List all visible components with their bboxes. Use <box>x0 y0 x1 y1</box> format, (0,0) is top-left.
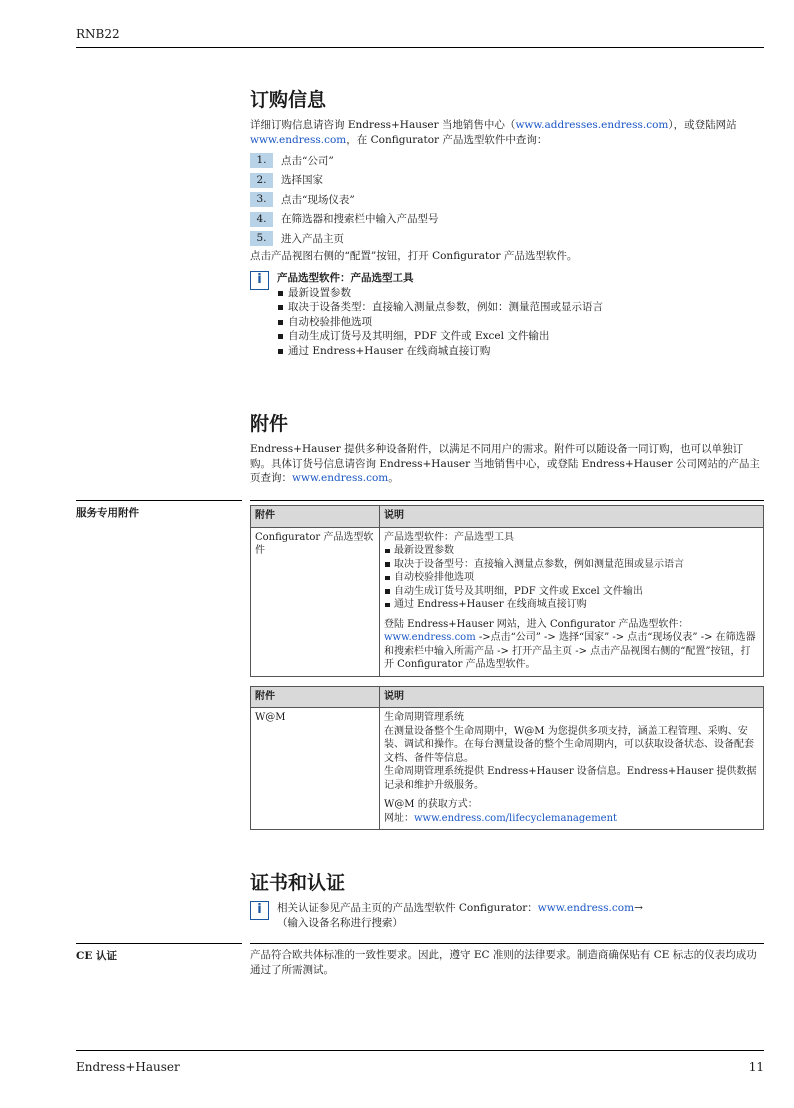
wam-table <box>250 686 764 831</box>
document-code: RNB22 <box>76 27 120 41</box>
col-description-header: 说明 <box>380 506 764 528</box>
desc-bullet: 取决于设备型号：直接输入测量点参数，例如测量范围或显示语言 <box>384 558 759 572</box>
ordering-intro-post: ，在 Configurator 产品选型软件中查询： <box>346 133 548 146</box>
col-accessory-header: 附件 <box>251 686 380 708</box>
note-bullet: 通过 Endress+Hauser 在线商城直接订购 <box>277 344 603 359</box>
step-text: 在筛选器和搜索栏中输入产品型号 <box>281 213 439 225</box>
url-label: 网址： <box>384 812 414 824</box>
service-accessories-label: 服务专用附件 <box>76 507 139 519</box>
login-path <box>384 631 759 672</box>
section-rule <box>76 943 242 944</box>
ce-label: CE 认证 <box>76 950 118 962</box>
note-title: 产品选型软件：产品选型工具 <box>277 272 414 284</box>
step-number: 1. <box>250 153 273 168</box>
ordering-note <box>250 271 764 358</box>
accessories-section <box>250 412 764 486</box>
certificates-note-text <box>277 901 764 930</box>
note-bullet: 最新设置参数 <box>277 286 603 301</box>
ce-text: 产品符合欧共体标准的一致性要求。因此，遵守 EC 准则的法律要求。制造商确保贴有 CE 标志的仪表均成功通过了所需测试。 <box>250 949 757 976</box>
page-number: 11 <box>748 1060 764 1074</box>
endress-link[interactable]: www.endress.com <box>250 133 347 146</box>
configurator-table <box>250 505 764 677</box>
footer-brand: Endress+Hauser <box>76 1060 180 1074</box>
desc-bullet: 自动校验排他选项 <box>384 571 759 585</box>
desc-bullet: 通过 Endress+Hauser 在线商城直接订购 <box>384 598 759 612</box>
section-rule <box>250 943 764 944</box>
step-item <box>250 151 764 171</box>
accessory-name: W@M <box>251 708 380 830</box>
step-number: 3. <box>250 192 273 207</box>
ordering-intro-mid: ），或登陆网站 <box>668 119 737 131</box>
section-rule <box>76 500 242 501</box>
step-number: 4. <box>250 212 273 227</box>
access-label: W@M 的获取方式： <box>384 799 478 810</box>
endress-link[interactable]: www.endress.com <box>292 472 389 484</box>
ordering-section <box>250 88 764 358</box>
certificates-section <box>250 871 764 930</box>
lifecycle-link[interactable]: www.endress.com/lifecyclemanagement <box>414 812 618 824</box>
login-line: 登陆 Endress+Hauser 网站，进入 Configurator 产品选型软件： <box>384 618 689 630</box>
certificates-title: 证书和认证 <box>250 872 346 894</box>
step-item <box>250 190 764 210</box>
step-text: 点击“公司” <box>281 154 334 167</box>
note-bullet: 取决于设备类型：直接输入测量点参数，例如：测量范围或显示语言 <box>277 300 603 315</box>
certificates-note <box>250 901 764 930</box>
step-text: 选择国家 <box>281 174 323 186</box>
footer-rule <box>76 1050 764 1051</box>
step-number: 5. <box>250 231 273 246</box>
accessories-intro-post: 。 <box>388 472 399 484</box>
desc-bullet: 自动生成订货号及其明细，PDF 文件或 Excel 文件输出 <box>384 585 759 599</box>
step-item <box>250 229 764 249</box>
desc-title: 产品选型软件：产品选型工具 <box>384 531 514 543</box>
arrow-right-icon: → <box>634 902 643 914</box>
col-accessory-header: 附件 <box>251 506 380 528</box>
section-rule <box>250 500 764 501</box>
step-number: 2. <box>250 173 273 188</box>
col-description-header: 说明 <box>380 686 764 708</box>
ordering-intro <box>250 118 764 147</box>
step-item <box>250 210 764 230</box>
desc-line: 在测量设备整个生命周期中，W@M 为您提供多项支持，涵盖工程管理、采购、安装、调试和操作。在每台测量设备的整个生命周期内，可以获取设备状态、设备配套文档、备件等信息。 <box>384 725 754 764</box>
note-bullet: 自动校验排他选项 <box>277 315 603 330</box>
header-rule <box>76 47 764 48</box>
step-text: 点击“现场仪表” <box>281 193 355 206</box>
info-icon: i <box>250 271 269 290</box>
accessories-title: 附件 <box>250 413 289 435</box>
ordering-intro-pre: 详细订购信息请咨询 Endress+Hauser 当地销售中心（ <box>250 119 516 131</box>
accessories-tables <box>250 505 764 830</box>
endress-link[interactable]: www.endress.com <box>384 632 476 643</box>
note-bullet-list <box>277 286 603 359</box>
accessories-intro-text: Endress+Hauser 提供多种设备附件，以满足不同用户的需求。附件可以随设备一同订购，也可以单独订购。具体订货号信息请咨询 Endress+Hauser 当地销售中心，或登陆 Endress+Hauser 公司网站的产品主页查询： <box>250 443 760 484</box>
info-icon: i <box>250 901 269 920</box>
accessory-name: Configurator 产品选型软件 <box>251 527 380 676</box>
desc-line: 生命周期管理系统提供 Endress+Hauser 设备信息。Endress+Hauser 提供数据记录和维护升级服务。 <box>384 766 757 791</box>
note-bullet: 自动生成订货号及其明细，PDF 文件或 Excel 文件输出 <box>277 329 603 344</box>
desc-bullet: 最新设置参数 <box>384 544 759 558</box>
table-row <box>251 708 764 830</box>
endress-link[interactable]: www.endress.com <box>537 902 635 914</box>
note-post: （输入设备名称进行搜索） <box>277 916 403 929</box>
table-header-row <box>251 686 764 708</box>
ce-section <box>250 948 764 977</box>
addresses-link[interactable]: www.addresses.endress.com <box>515 119 669 131</box>
ordering-steps <box>250 151 764 249</box>
url-line <box>384 812 759 826</box>
login-path-text: ->点击“公司” -> 选择“国家” -> 点击“现场仪表” -> 在筛选器和搜索栏中输入所需产品 -> 打开产品主页 -> 点击产品视图右侧的“配置”按钮，打开 Configurator 产品选型软件。 <box>384 632 756 670</box>
desc-line: 生命周期管理系统 <box>384 712 464 723</box>
step-text: 进入产品主页 <box>281 232 344 245</box>
step-item <box>250 171 764 191</box>
accessories-intro <box>250 442 764 486</box>
accessory-description <box>380 708 764 830</box>
accessory-description <box>380 527 764 676</box>
table-row <box>251 527 764 676</box>
ordering-after-steps: 点击产品视图右侧的“配置”按钮，打开 Configurator 产品选型软件。 <box>250 249 578 262</box>
note-pre: 相关认证参见产品主页的产品选型软件 Configurator： <box>277 902 538 914</box>
desc-bullet-list <box>384 544 759 612</box>
ordering-title: 订购信息 <box>250 89 327 111</box>
table-header-row <box>251 506 764 528</box>
